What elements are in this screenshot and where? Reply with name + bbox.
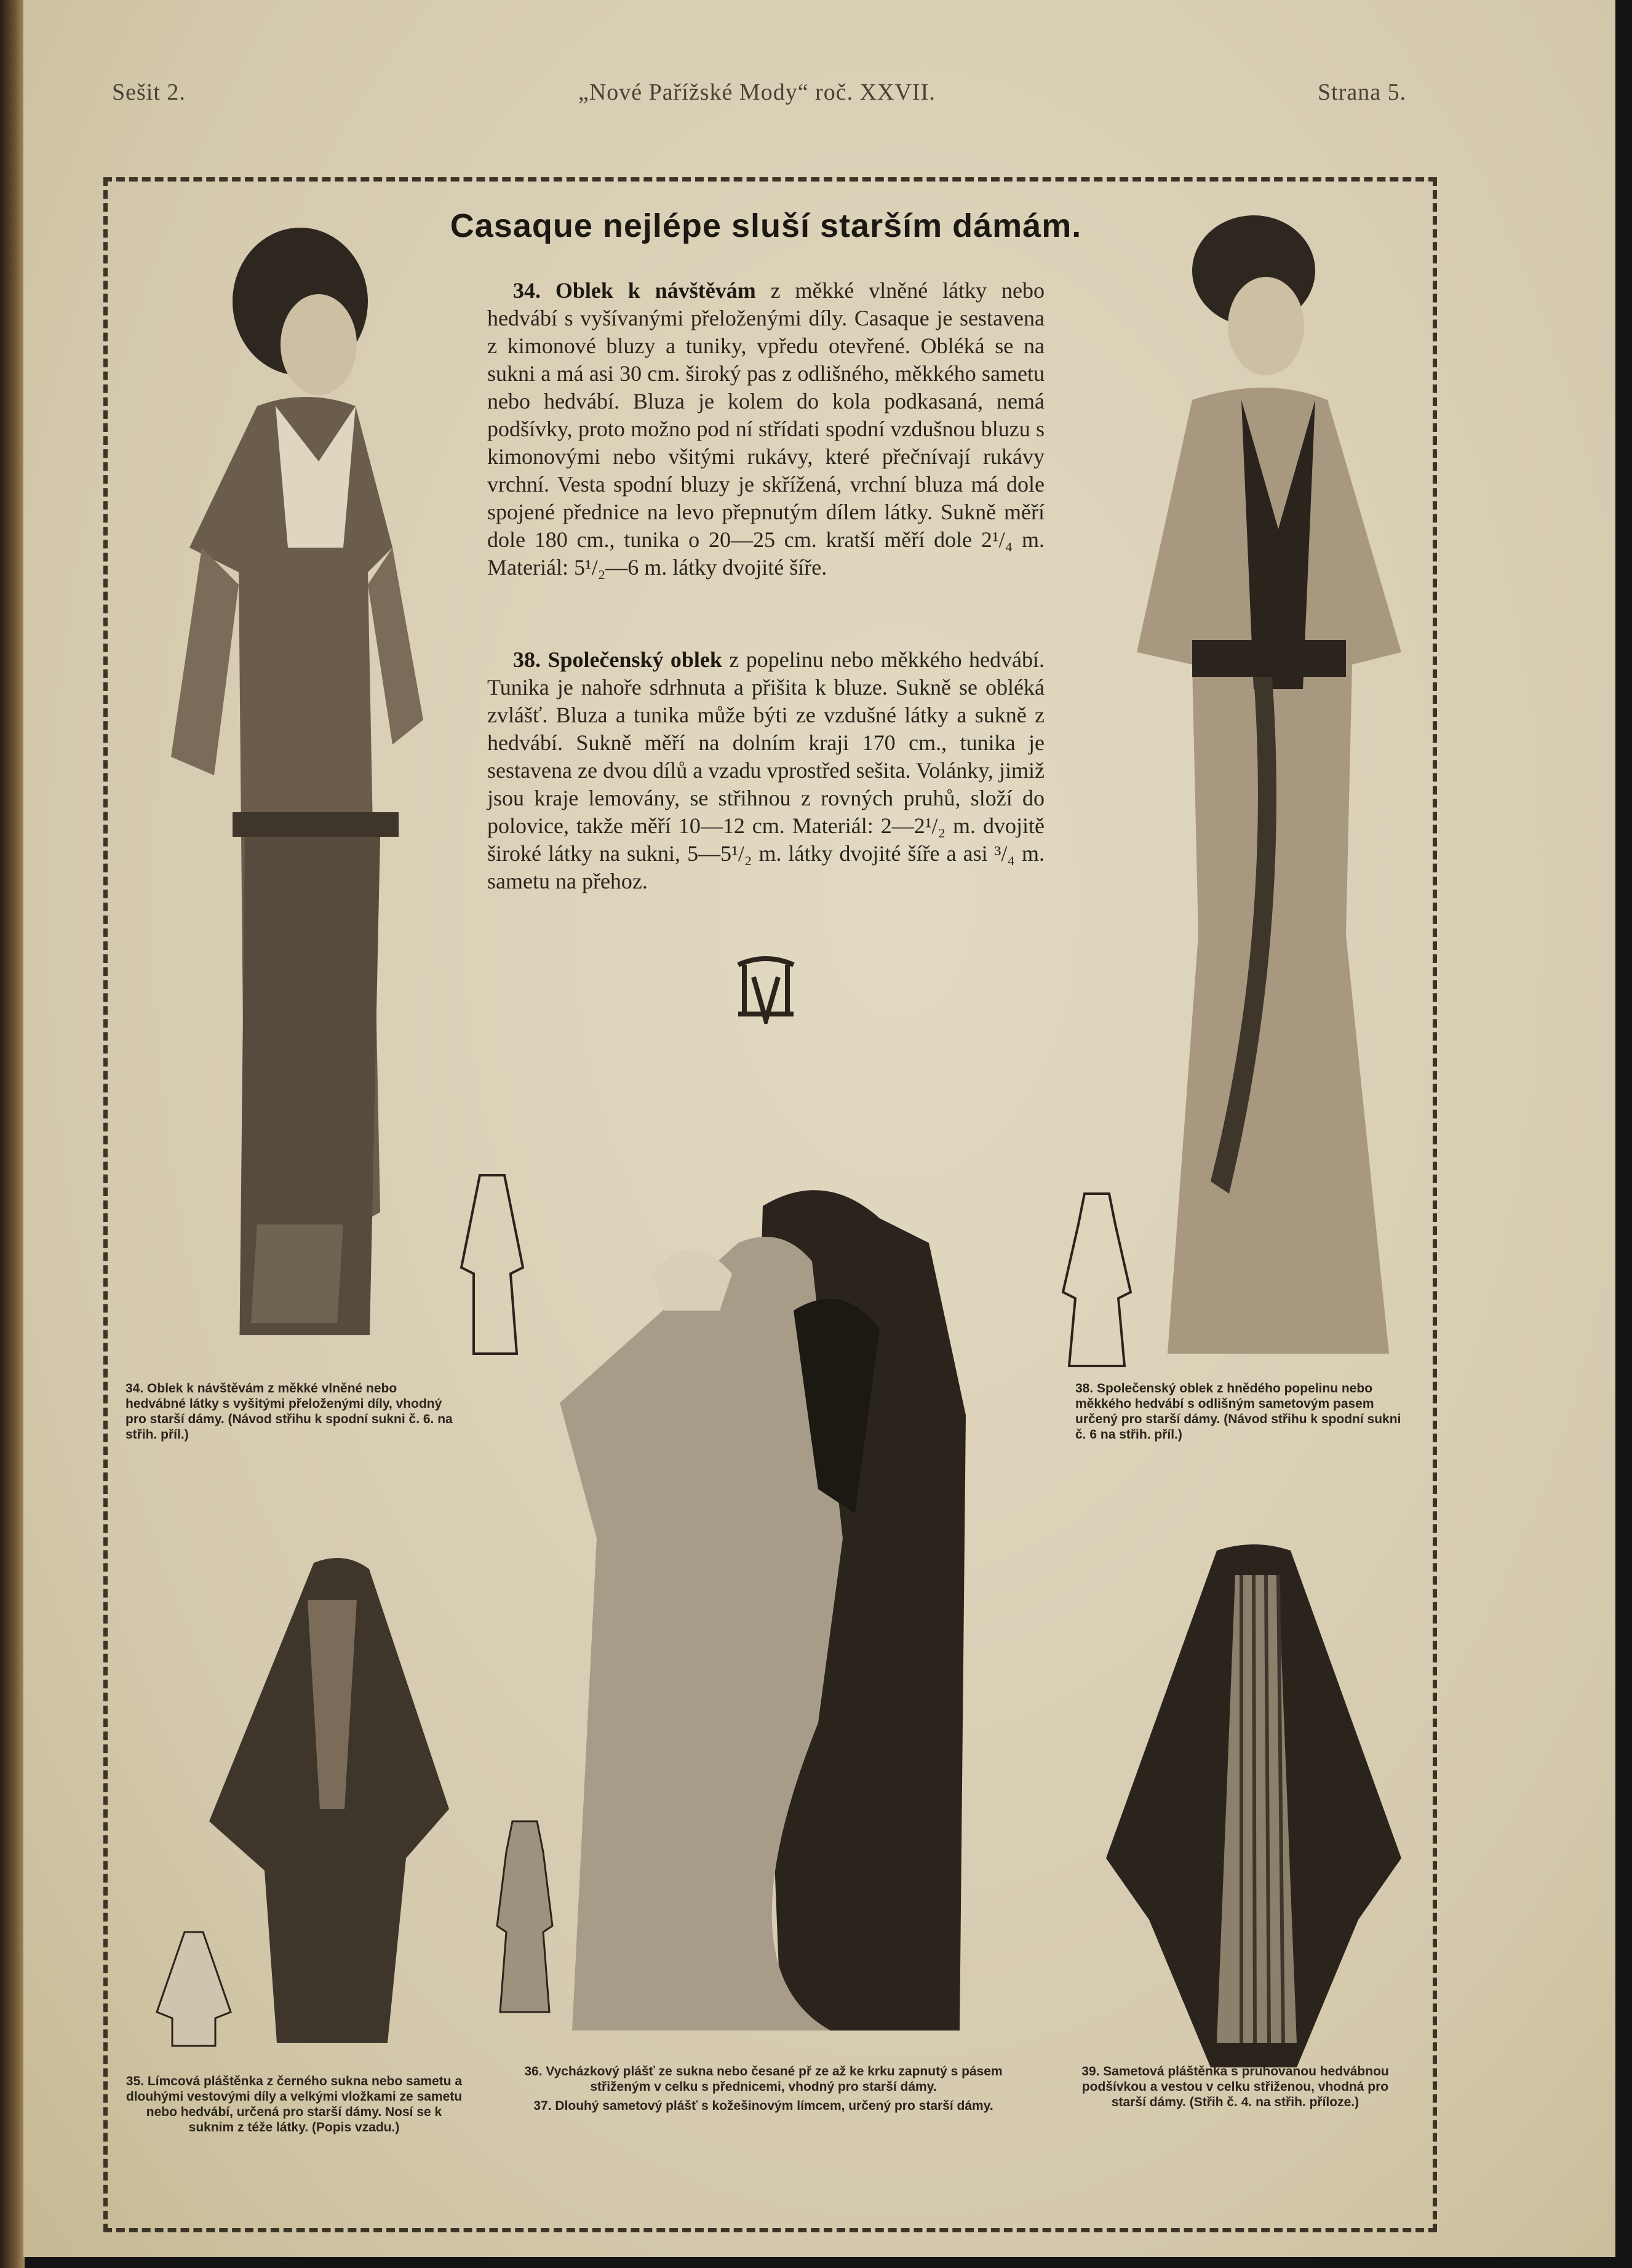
page-number: Strana 5. — [1318, 79, 1407, 105]
figure-35-back-sketch — [154, 1926, 234, 2049]
figure-36-back-sketch — [491, 1815, 559, 2018]
caption-36: 36. Vycházkový plášť ze sukna nebo česané př ze až ke krku zapnutý s pásem střiženým v celku s přednicemi, vhodný pro starší dámy. — [524, 2064, 1003, 2094]
article-title: Casaque nejlépe sluší starším dámám. — [450, 207, 1082, 244]
caption-39: 39. Sametová pláštěnka s pruhovanou hedvábnou podšívkou a vestou v celku střiženou, vhodná pro starší dámy. (Střih č. 4. na střih. příloze.) — [1081, 2064, 1389, 2109]
ornament-monogram — [732, 952, 800, 1024]
figure-39-cape-illustration — [1094, 1538, 1414, 2074]
paragraph-34-text: z měkké vlněné látky nebo hedvábí s vyšívanými přeloženými díly. Casaque je sestavena z kimonové bluzy a tuniky, vpředu otevřené. Obléká se na sukni a má asi 30 cm. široký pas z odlišného, měkkého sametu nebo hedvábí. Bluza je kolem do kola podkasaná, nemá podšívky, proto možno pod ní střídati spodní vzdušnou bluzu s kimonovými nebo všitými rukávy, které přečnívají rukávy vrchní. Vesta spodní bluzy je skřížená, vrchní bluza má dole spojené přednice na levo přepnutým dílem látky. Sukně měří dole 180 cm., tunika o 20—25 cm. kratší měří dole 2¹/₄ m. Materiál: 5¹/₂—6 m. látky dvojité šíře. — [487, 278, 1045, 580]
article-paragraph-34 — [487, 277, 1045, 581]
caption-38: 38. Společenský oblek z hnědého popelinu nebo měkkého hedvábí s odlišným sametovým pasem určený pro starší dámy. (Návod střihu k spodní sukni č. 6 na střih. příl.) — [1075, 1381, 1401, 1442]
magazine-title: „Nové Pařížské Mody“ roč. XXVII. — [578, 79, 936, 105]
figure-34-back-sketch — [455, 1169, 529, 1360]
paragraph-38-text: z popelinu nebo měkkého hedvábí. Tunika je nahoře sdrhnuta a přišita k bluze. Sukně se obléká zvlášť. Bluza a tunika může býti ze vzdušné látky a sukně z hedvábí. Sukně měří na dolním kraji 170 cm., tunika je sestavena ze dvou dílů a vzadu vprostřed sešita. Volánky, jimiž jsou kraje lemovány, se střihnou z rovných pruhů, složí do polovice, takže měří 10—12 cm. Materiál: 2—2¹/₂ m. dvojitě široké látky na sukni, 5—5¹/₂ m. látky dvojité šíře a asi ³/₄ m. sametu na přehoz. — [487, 647, 1045, 893]
figure-36-37-coats-illustration — [535, 1169, 1003, 2037]
paragraph-38-lead: 38. Společenský oblek — [513, 647, 722, 672]
paragraph-34-lead: 34. Oblek k návštěvám — [513, 278, 756, 303]
figure-38-back-sketch — [1057, 1188, 1137, 1372]
caption-37: 37. Dlouhý sametový plášť s kožešinovým límcem, určený pro starší dámy. — [533, 2099, 993, 2113]
book-binding — [0, 0, 25, 2268]
caption-35: 35. Límcová pláštěnka z černého sukna nebo sametu a dlouhými vestovými díly a velkými vložkami ze sametu nebo hedvábí, určená pro starší dámy. Nosí se k suknim z téže látky. (Popis vzadu.) — [125, 2074, 463, 2134]
figure-34-illustration — [134, 203, 466, 1335]
figure-35-cape-illustration — [203, 1551, 461, 2043]
caption-34: 34. Oblek k návštěvám z měkké vlněné nebo hedvábné látky s vyšitými přeloženými díly, vhodný pro starší dámy. (Návod střihu k spodní sukni č. 6. na střih. příl.) — [125, 1381, 453, 1442]
article-paragraph-38 — [487, 646, 1045, 895]
issue-number: Sešit 2. — [112, 79, 186, 105]
